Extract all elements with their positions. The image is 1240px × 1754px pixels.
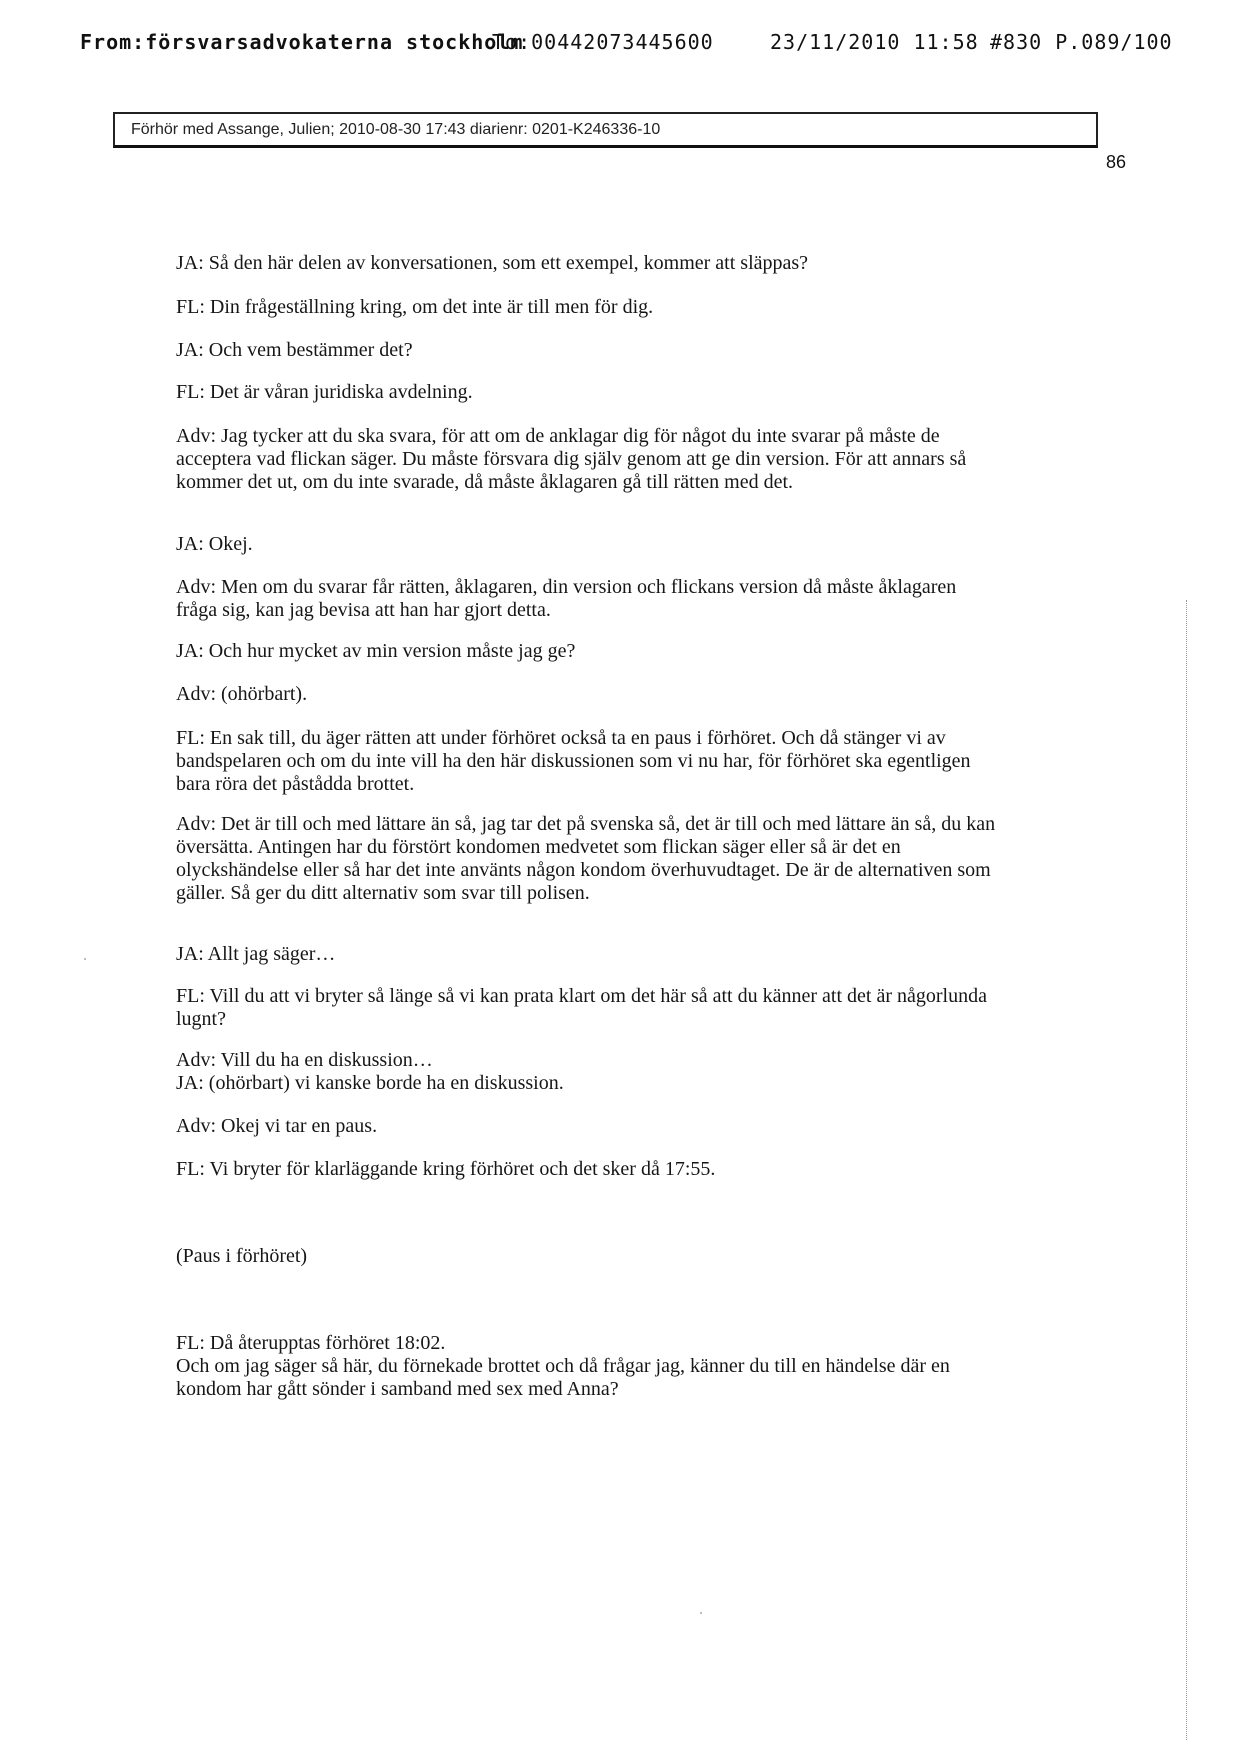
transcript-line: FL: Vi bryter för klarläggande kring förhöret och det sker då 17:55. [176, 1158, 716, 1180]
transcript-line: Adv: (ohörbart). [176, 683, 308, 705]
interrogation-record-header: Förhör med Assange, Julien; 2010-08-30 17:43 diarienr: 0201-K246336-10 [113, 112, 1098, 148]
fax-transmission-header [80, 30, 1173, 58]
transcript-line: JA: Och vem bestämmer det? [176, 339, 413, 361]
transcript-line: Adv: Okej vi tar en paus. [176, 1115, 378, 1137]
transcript-line: JA: Okej. [176, 533, 253, 555]
transcript-line: Adv: Men om du svarar får rätten, åklagaren, din version och flickans version då måste åklagaren fråga sig, kan jag bevisa att han har gjort detta. [176, 576, 957, 621]
fax-page-counter: #830 P.089/100 [990, 30, 1173, 54]
scan-speck [84, 958, 86, 960]
transcript-line: JA: Så den här delen av konversationen, som ett exempel, kommer att släppas? [176, 252, 809, 274]
transcript-line: FL: Din frågeställning kring, om det inte är till men för dig. [176, 296, 654, 318]
fax-sender: From:försvarsadvokaterna stockholm [80, 30, 524, 54]
page-number: 86 [1106, 152, 1127, 172]
fax-recipient: To:00442073445600 [492, 30, 714, 54]
transcript-line: Och om jag säger så här, du förnekade brottet och då frågar jag, känner du till en händelse där en kondom har gått sönder i samband med sex med Anna? [176, 1355, 950, 1400]
scan-speck [700, 1612, 702, 1614]
transcript-line: JA: Allt jag säger… [176, 943, 336, 965]
transcript-line: FL: En sak till, du äger rätten att under förhöret också ta en paus i förhöret. Och då stänger vi av bandspelaren och om du inte vill ha den här diskussionen som vi nu har, för förhöret ska egentligen bara röra det påstådda brottet. [176, 727, 971, 795]
transcript-line: Adv: Jag tycker att du ska svara, för att om de anklagar dig för något du inte svarar på måste de acceptera vad flickan säger. Du måste försvara dig själv genom att ge din version. För att annars så kommer det ut, om du inte svarade, då måste åklagaren gå till rätten med det. [176, 425, 967, 493]
transcript-line: (Paus i förhöret) [176, 1245, 308, 1267]
transcript-line: Adv: Det är till och med lättare än så, jag tar det på svenska så, det är till och med lättare än så, du kan översätta. Antingen har du förstört kondomen medvetet som flickan säger eller så är det en olyckshändelse eller så har det inte använts någon kondom överhuvudtaget. De är de alternativen som gäller. Så ger du ditt alternativ som svar till polisen. [176, 813, 996, 904]
transcript-line: FL: Det är våran juridiska avdelning. [176, 381, 473, 403]
transcript-line: JA: Och hur mycket av min version måste jag ge? [176, 640, 576, 662]
transcript-line: FL: Vill du att vi bryter så länge så vi kan prata klart om det här så att du känner att det är någorlunda lugnt? [176, 985, 987, 1030]
transcript-line: FL: Då återupptas förhöret 18:02. [176, 1332, 446, 1354]
scan-edge-artifact [1186, 600, 1187, 1740]
fax-datetime: 23/11/2010 11:58 [770, 30, 979, 54]
transcript-line: Adv: Vill du ha en diskussion… [176, 1049, 433, 1071]
transcript-line: JA: (ohörbart) vi kanske borde ha en diskussion. [176, 1072, 564, 1094]
